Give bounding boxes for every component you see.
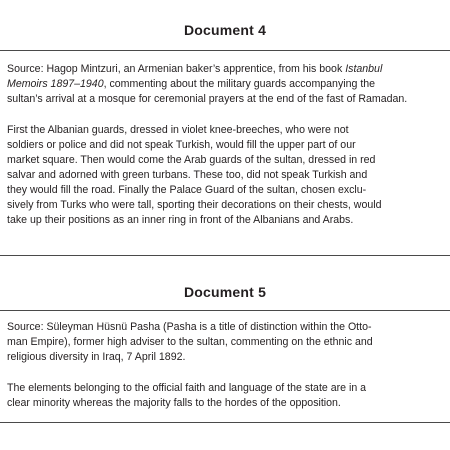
document-4-title: Document 4 <box>183 22 267 38</box>
excerpt-line: First the Albanian guards, dressed in violet knee-breeches, who were not <box>7 124 349 136</box>
excerpt-line: salvar and adorned with green turbans. These too, did not speak Turkish and <box>7 169 368 181</box>
excerpt-line: clear minority whereas the majority falls to the hordes of the opposition. <box>7 397 341 409</box>
document-5-source <box>7 320 450 365</box>
source-line <box>7 62 450 77</box>
excerpt-line: soldiers or police and did not speak Turkish, would fill the upper part of our <box>7 139 356 151</box>
book-title: Memoirs 1897–1940 <box>7 78 104 90</box>
excerpt-line: The elements belonging to the official faith and language of the state are in a <box>7 382 367 394</box>
document-5-title: Document 5 <box>183 284 267 300</box>
excerpt-line: market square. Then would come the Arab guards of the sultan, dressed in red <box>7 154 376 166</box>
divider <box>0 50 450 51</box>
document-4-excerpt <box>7 123 450 228</box>
excerpt-line: take up their positions as an inner ring in front of the Albanians and Arabs. <box>7 214 354 226</box>
excerpt-line: sively from Turks who were tall, sporting their decorations on their chests, would <box>7 199 382 211</box>
divider <box>0 422 450 423</box>
source-text: , commenting about the military guards accompanying the <box>103 78 376 90</box>
excerpt-line: they would fill the road. Finally the Palace Guard of the sultan, chosen exclu- <box>7 184 367 196</box>
divider <box>0 310 450 311</box>
source-line: sultan’s arrival at a mosque for ceremonial prayers at the end of the fast of Ramadan. <box>7 93 408 105</box>
source-line <box>7 77 450 92</box>
source-text: Source: Hagop Mintzuri, an Armenian baker’s apprentice, from his book <box>7 63 346 75</box>
source-line: man Empire), former high adviser to the sultan, commenting on the ethnic and <box>7 336 373 348</box>
document-5-excerpt <box>7 381 450 411</box>
book-title: Istanbul <box>345 63 383 75</box>
document-4-source <box>7 62 450 107</box>
source-line: Source: Süleyman Hüsnü Pasha (Pasha is a title of distinction within the Otto- <box>7 321 372 333</box>
divider <box>0 255 450 256</box>
source-line: religious diversity in Iraq, 7 April 1892. <box>7 351 186 363</box>
